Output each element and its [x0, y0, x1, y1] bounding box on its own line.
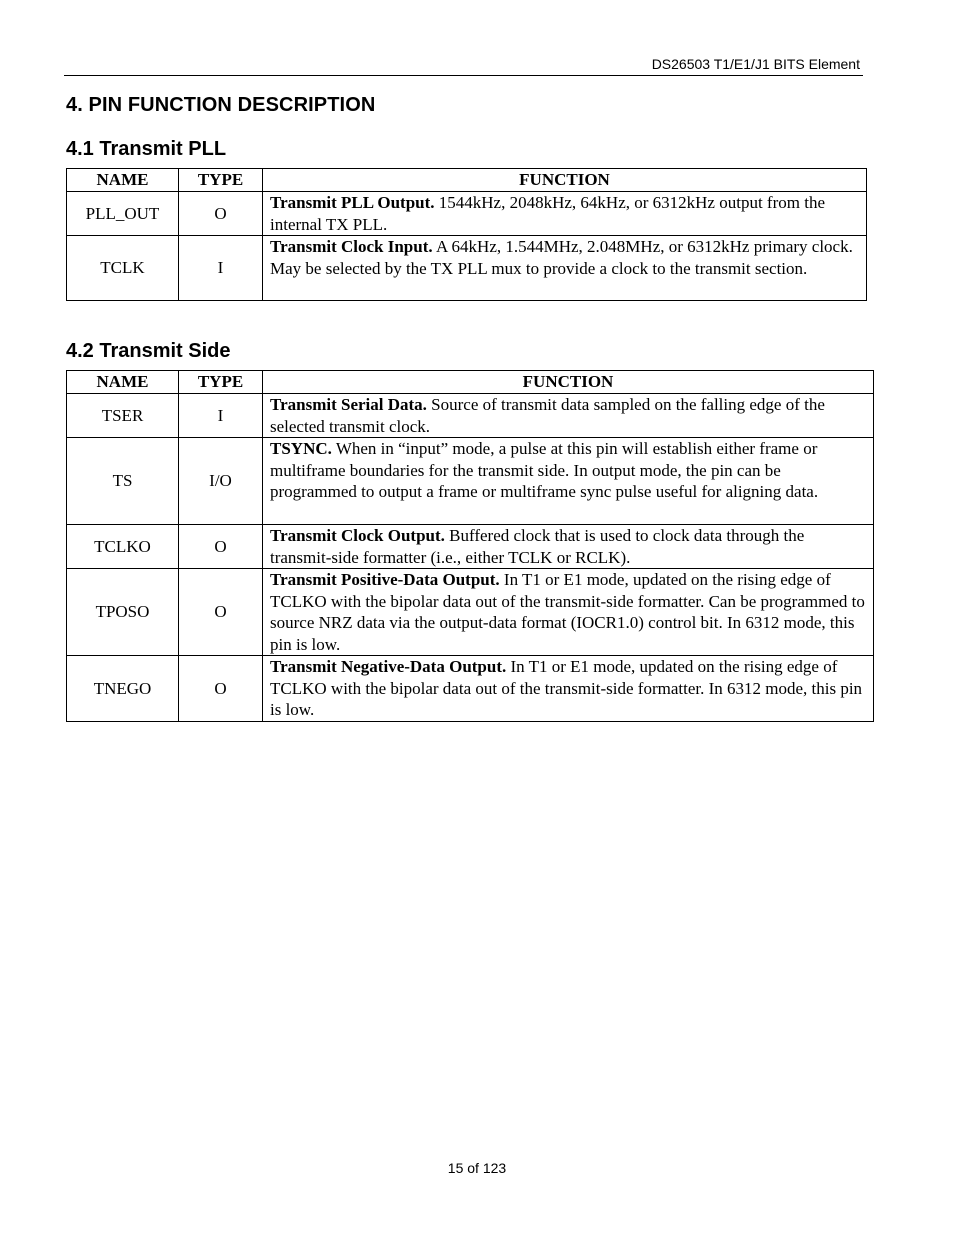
pin-name: TPOSO — [67, 569, 179, 656]
pin-function — [263, 438, 874, 525]
pin-function — [263, 525, 874, 569]
subsection-heading-transmit-pll: 4.1 Transmit PLL — [66, 138, 227, 160]
table-row — [67, 569, 874, 656]
column-header-function: FUNCTION — [263, 371, 874, 394]
pin-name: TSER — [67, 394, 179, 438]
pin-function — [263, 394, 874, 438]
table-row — [67, 438, 874, 525]
pin-function-text: Source of transmit data sampled on the falling edge of the selected transmit clock. — [270, 395, 825, 436]
pin-function-text: In T1 or E1 mode, updated on the rising edge of TCLKO with the bipolar data out of the transmit-side formatter. Can be programmed to source NRZ data via the output-data format (IOCR1.0) control bit. In 6312 mode, this pin is low. — [270, 570, 865, 654]
pin-function-lead: Transmit Serial Data. — [270, 395, 427, 414]
document-header-title: DS26503 T1/E1/J1 BITS Element — [651, 56, 860, 72]
table-row — [67, 525, 874, 569]
pin-function-text: A 64kHz, 1.544MHz, 2.048MHz, or 6312kHz primary clock. May be selected by the TX PLL mux to provide a clock to the transmit section. — [270, 237, 853, 278]
transmit-side-pin-table — [66, 370, 874, 722]
column-header-type: TYPE — [179, 169, 263, 192]
page-number: 15 of 123 — [447, 1160, 507, 1176]
pin-type: I — [179, 236, 263, 301]
table-row — [67, 656, 874, 722]
pin-function-lead: Transmit Clock Input. — [270, 237, 433, 256]
pin-function-lead: TSYNC. — [270, 439, 332, 458]
table-row — [67, 236, 867, 301]
transmit-pll-pin-table — [66, 168, 867, 301]
pin-type: I/O — [179, 438, 263, 525]
column-header-type: TYPE — [179, 371, 263, 394]
column-header-name: NAME — [67, 371, 179, 394]
column-header-function: FUNCTION — [263, 169, 867, 192]
pin-type: O — [179, 569, 263, 656]
subsection-heading-transmit-side: 4.2 Transmit Side — [66, 340, 231, 362]
pin-function-text: When in “input” mode, a pulse at this pin will establish either frame or multiframe boundaries for the transmit side. In output mode, the pin can be programmed to output a frame or multiframe sync pulse useful for aligning data. — [270, 439, 819, 501]
table-header-row — [67, 371, 874, 394]
pin-name: TCLK — [67, 236, 179, 301]
pin-type: O — [179, 192, 263, 236]
pin-type: O — [179, 656, 263, 722]
pin-function-lead: Transmit Clock Output. — [270, 526, 445, 545]
pin-function-text: Buffered clock that is used to clock data through the transmit-side formatter (i.e., either TCLK or RCLK). — [270, 526, 805, 567]
pin-name: TS — [67, 438, 179, 525]
pin-function-lead: Transmit Positive-Data Output. — [270, 570, 500, 589]
pin-function-lead: Transmit Negative-Data Output. — [270, 657, 507, 676]
pin-function-text: 1544kHz, 2048kHz, 64kHz, or 6312kHz output from the internal TX PLL. — [270, 193, 825, 234]
pin-type: O — [179, 525, 263, 569]
pin-name: TCLKO — [67, 525, 179, 569]
pin-function-text: In T1 or E1 mode, updated on the rising edge of TCLKO with the bipolar data out of the transmit-side formatter. In 6312 mode, this pin is low. — [270, 657, 863, 719]
pin-function — [263, 192, 867, 236]
pin-type: I — [179, 394, 263, 438]
pin-function — [263, 236, 867, 301]
pin-function — [263, 656, 874, 722]
table-header-row — [67, 169, 867, 192]
column-header-name: NAME — [67, 169, 179, 192]
table-row — [67, 394, 874, 438]
pin-function-lead: Transmit PLL Output. — [270, 193, 435, 212]
pin-name: TNEGO — [67, 656, 179, 722]
pin-function — [263, 569, 874, 656]
section-heading: 4. PIN FUNCTION DESCRIPTION — [66, 94, 376, 116]
table-row — [67, 192, 867, 236]
pin-name: PLL_OUT — [67, 192, 179, 236]
header-divider — [64, 75, 863, 76]
